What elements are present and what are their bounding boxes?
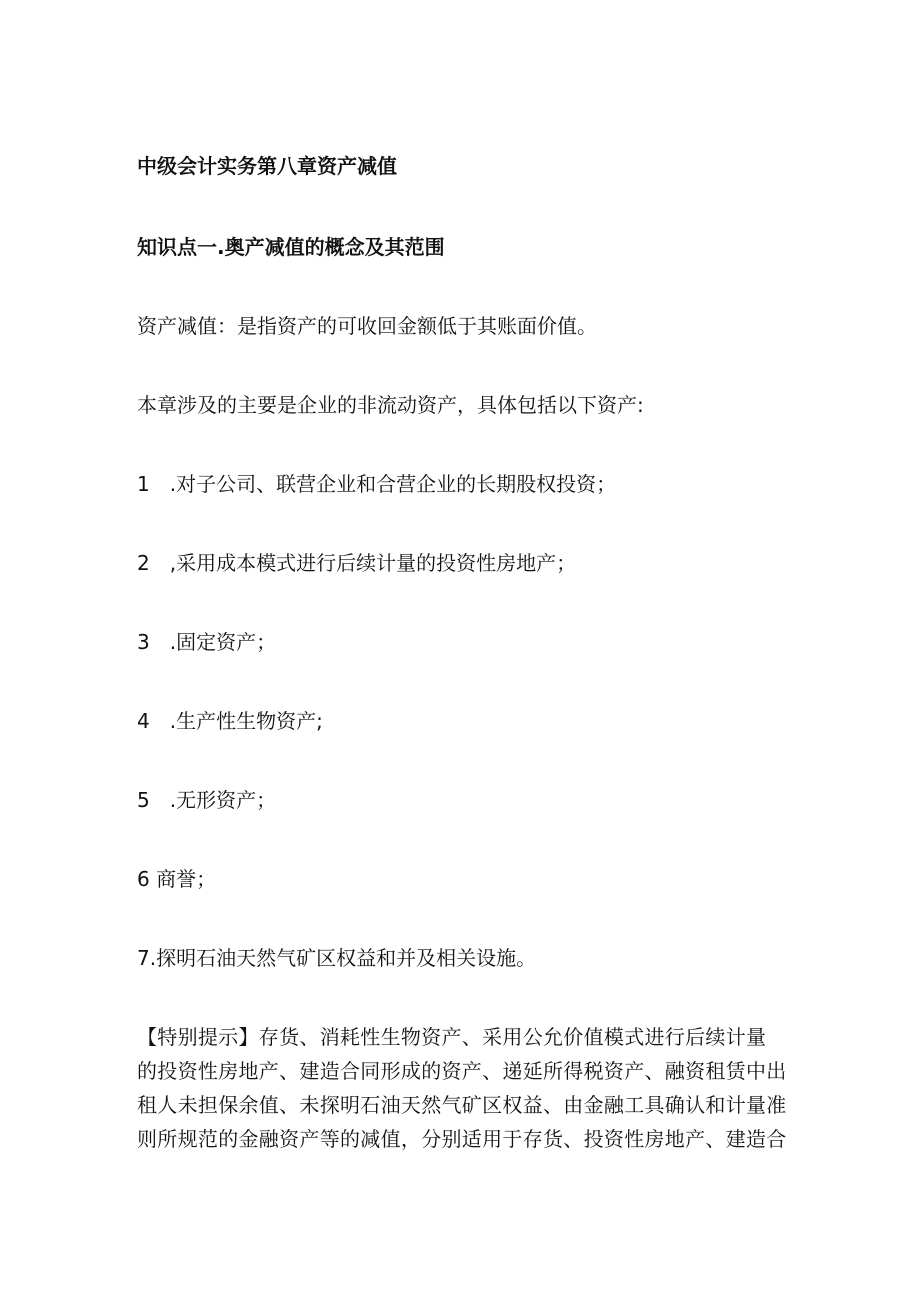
special-note-line: 租人未担保余值、未探明石油天然气矿区权益、由金融工具确认和计量准: [137, 1093, 787, 1117]
list-item: 6 商誉；: [137, 867, 217, 891]
special-note-line: 【特别提示】存货、消耗性生物资产、采用公允价值模式进行后续计量: [137, 1025, 767, 1049]
list-item: 5 .无形资产；: [137, 788, 277, 812]
list-item: 1 .对子公司、联营企业和合营企业的长期股权投资；: [137, 472, 617, 496]
special-note-paragraph: [137, 1020, 787, 1156]
scope-intro-paragraph: 本章涉及的主要是企业的非流动资产，具体包括以下资产:: [137, 393, 644, 417]
list-item: 7.探明石油天然气矿区权益和并及相关设施。: [137, 946, 537, 970]
section-heading: 知识点一.奥产减值的概念及其范围: [137, 235, 445, 259]
list-item: 2 ,采用成本模式进行后续计量的投资性房地产；: [137, 551, 577, 575]
special-note-line: 的投资性房地产、建造合同形成的资产、递延所得税资产、融资租赁中出: [137, 1059, 787, 1083]
list-item: 3 .固定资产；: [137, 630, 277, 654]
list-item: 4 .生产性生物资产;: [137, 709, 323, 733]
document-title: 中级会计实务第八章资产减值: [137, 154, 397, 178]
special-note-line: 则所规范的金融资产等的减值，分别适用于存货、投资性房地产、建造合: [137, 1127, 787, 1151]
definition-paragraph: 资产减值：是指资产的可收回金额低于其账面价值。: [137, 314, 597, 338]
